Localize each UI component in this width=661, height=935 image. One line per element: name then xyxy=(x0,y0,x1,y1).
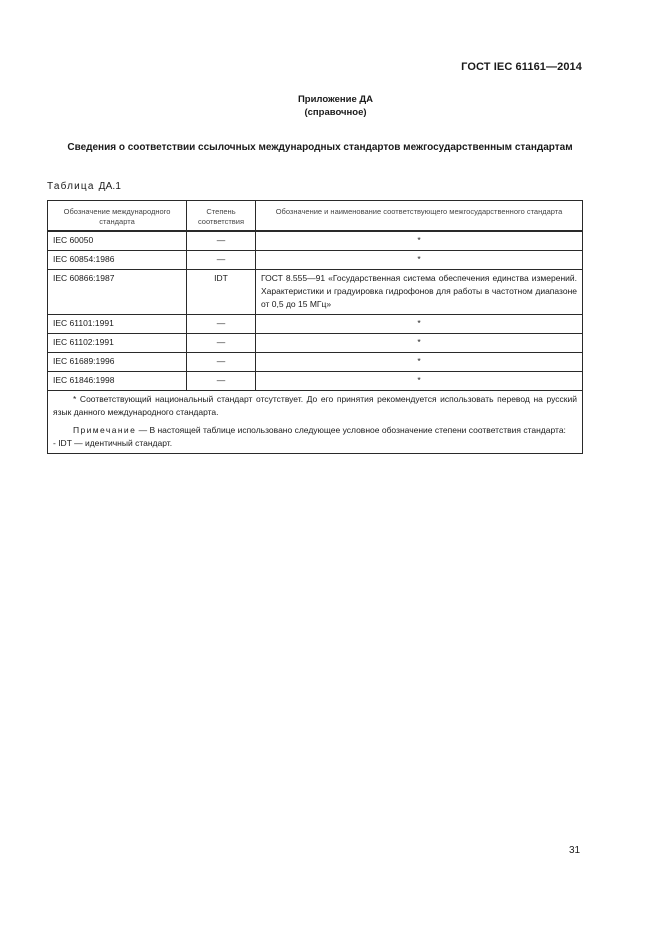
cell-intl: IEC 60866:1987 xyxy=(48,269,187,314)
annex-subtitle: (справочное) xyxy=(304,107,367,118)
table-caption-number: ДА.1 xyxy=(98,181,122,192)
table-row xyxy=(48,352,583,371)
cell-national: * xyxy=(256,352,583,371)
table-row xyxy=(48,231,583,251)
cell-degree: — xyxy=(187,352,256,371)
cell-intl: IEC 60050 xyxy=(48,231,187,251)
cell-national: ГОСТ 8.555—91 «Государственная система обеспечения единства измерений. Характеристики и градуировка гидрофонов для работы в частотном диапазоне от 0,5 до 15 МГц» xyxy=(256,269,583,314)
page-number: 31 xyxy=(569,845,581,856)
table-header-row xyxy=(48,201,583,231)
note-text: — В настоящей таблице использовано следующее условное обозначение степени соответствия стандарта: xyxy=(138,424,566,435)
table-caption xyxy=(47,181,121,192)
table-footer-row xyxy=(48,390,583,453)
cell-intl: IEC 61102:1991 xyxy=(48,333,187,352)
column-header-degree: Степень соответствия xyxy=(187,201,256,231)
cell-intl: IEC 61689:1996 xyxy=(48,352,187,371)
table-footer xyxy=(48,390,583,453)
note-item: - IDT — идентичный стандарт. xyxy=(53,437,173,448)
table-row xyxy=(48,314,583,333)
cell-degree: IDT xyxy=(187,269,256,314)
table-row xyxy=(48,371,583,390)
annex-title-block xyxy=(0,93,661,119)
section-heading: Сведения о соответствии ссылочных международных стандартов межгосударственным стандартам xyxy=(67,142,573,153)
cell-intl: IEC 61846:1998 xyxy=(48,371,187,390)
reference-table xyxy=(47,200,583,454)
table-row xyxy=(48,269,583,314)
cell-degree: — xyxy=(187,314,256,333)
cell-national: * xyxy=(256,333,583,352)
cell-degree: — xyxy=(187,231,256,251)
footnote: * Соответствующий национальный стандарт отсутствует. До его принятия рекомендуется использовать перевод на русский язык данного международного стандарта. xyxy=(53,393,577,417)
note xyxy=(53,424,577,437)
cell-national: * xyxy=(256,231,583,251)
standard-code: ГОСТ IEC 61161—2014 xyxy=(461,61,582,73)
cell-intl: IEC 61101:1991 xyxy=(48,314,187,333)
cell-degree: — xyxy=(187,333,256,352)
column-header-intl: Обозначение международного стандарта xyxy=(48,201,187,231)
table-row xyxy=(48,250,583,269)
note-label: Примечание xyxy=(73,424,137,435)
annex-title: Приложение ДА xyxy=(297,94,374,105)
column-header-national: Обозначение и наименование соответствующего межгосударственного стандарта xyxy=(256,201,583,231)
table-caption-label: Таблица xyxy=(47,181,95,192)
table-row xyxy=(48,333,583,352)
cell-national: * xyxy=(256,371,583,390)
cell-degree: — xyxy=(187,371,256,390)
cell-national: * xyxy=(256,314,583,333)
cell-degree: — xyxy=(187,250,256,269)
cell-national: * xyxy=(256,250,583,269)
cell-intl: IEC 60854:1986 xyxy=(48,250,187,269)
